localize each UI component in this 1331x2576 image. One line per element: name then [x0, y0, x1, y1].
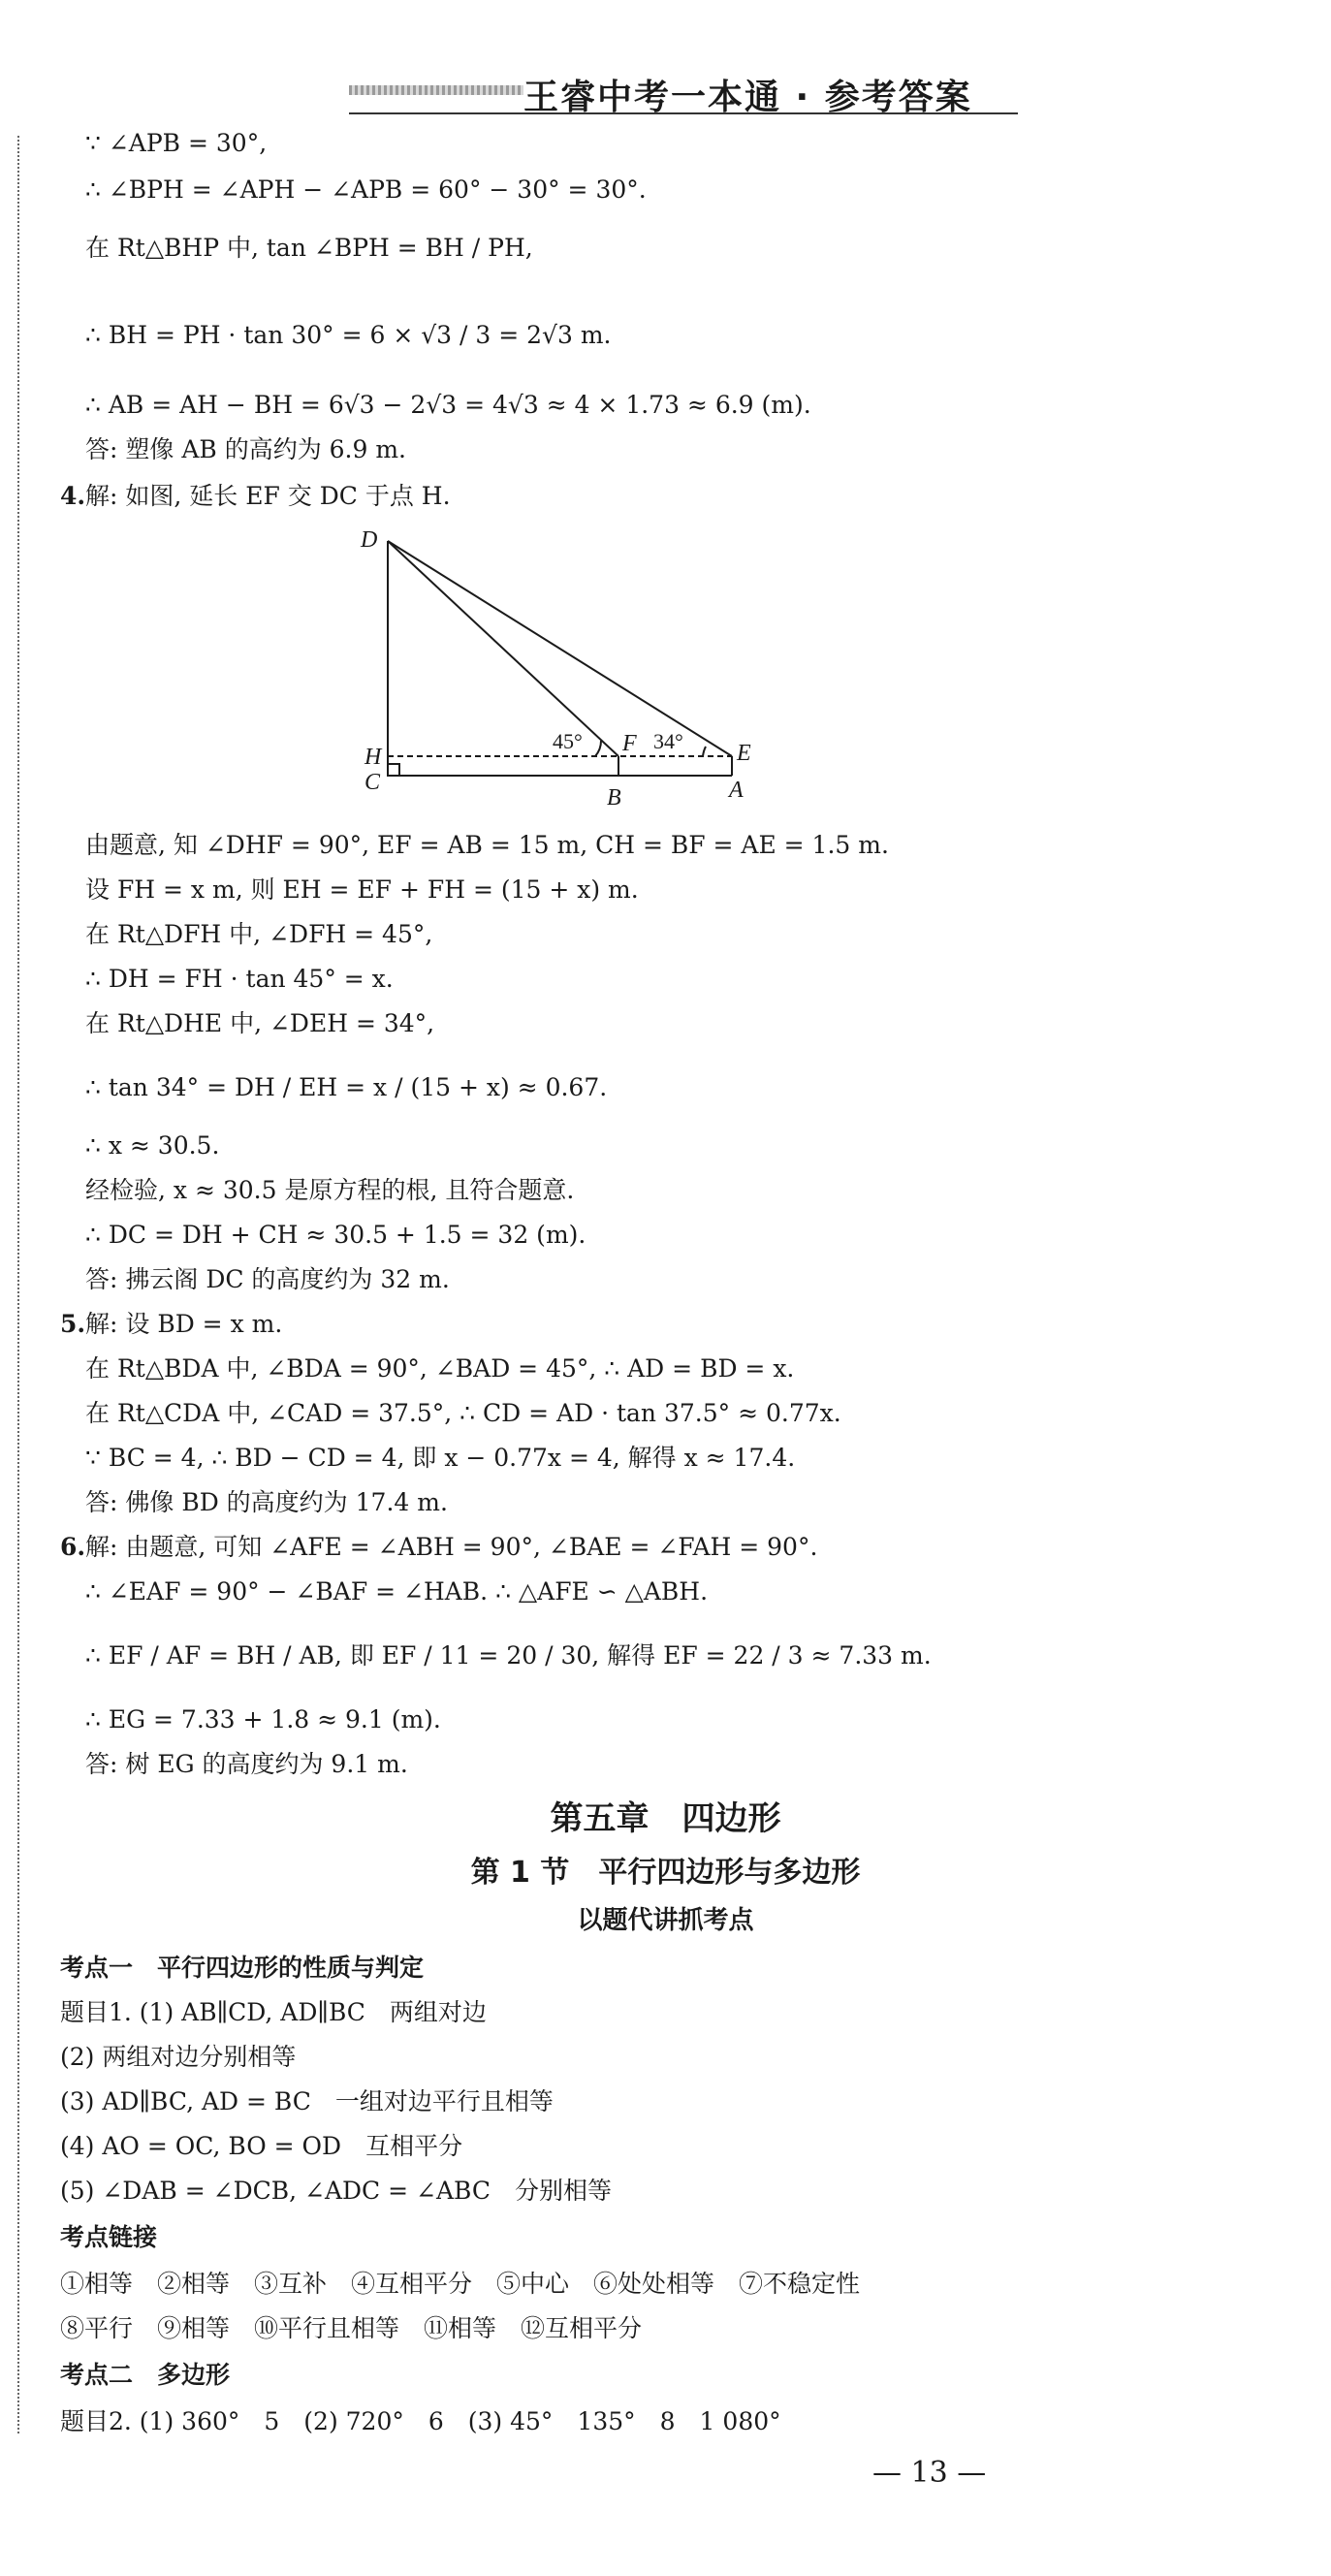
header-decoration-left — [349, 85, 523, 95]
text-line: ∴ EF / AF = BH / AB, 即 EF / 11 = 20 / 30, 解得 EF = 22 / 3 ≈ 7.33 m. — [85, 1641, 932, 1670]
label-B: B — [607, 785, 621, 811]
kaodian-heading: 考点一 平行四边形的性质与判定 — [60, 1954, 425, 1982]
margin-dotted-line — [17, 136, 19, 2433]
question-number: 6. — [60, 1533, 86, 1561]
chapter-title: 第五章 四边形 — [550, 1799, 781, 1838]
label-C: C — [364, 770, 381, 795]
text-line: 由题意, 知 ∠DHF = 90°, EF = AB = 15 m, CH = BF = AE = 1.5 m. — [85, 831, 889, 859]
text-line: 答: 树 EG 的高度约为 9.1 m. — [85, 1750, 408, 1778]
text-line: ∴ DC = DH + CH ≈ 30.5 + 1.5 = 32 (m). — [85, 1221, 586, 1249]
link-heading: 考点链接 — [60, 2223, 158, 2251]
angle-34-label: 34° — [653, 729, 683, 753]
answer-line: 题目2. (1) 360° 5 (2) 720° 6 (3) 45° 135° 8 1 080° — [60, 2407, 781, 2435]
text-line: 在 Rt△DFH 中, ∠DFH = 45°, — [85, 920, 433, 948]
text-line: 答: 拂云阁 DC 的高度约为 32 m. — [85, 1265, 450, 1293]
text-line: ∴ AB = AH − BH = 6√3 − 2√3 = 4√3 ≈ 4 × 1.73 ≈ 6.9 (m). — [85, 391, 811, 419]
text-line: 在 Rt△BHP 中, tan ∠BPH = BH / PH, — [85, 234, 533, 262]
label-H: H — [364, 745, 382, 770]
text-line: ∵ ∠APB = 30°, — [85, 129, 268, 157]
kaodian-heading: 考点二 多边形 — [60, 2361, 231, 2389]
text-line: ∴ DH = FH · tan 45° = x. — [85, 965, 394, 993]
text-line: ∵ BC = 4, ∴ BD − CD = 4, 即 x − 0.77x = 4, 解得 x ≈ 17.4. — [85, 1444, 796, 1472]
answer-line: 题目1. (1) AB∥CD, AD∥BC 两组对边 — [60, 1998, 487, 2026]
question-intro: 解: 由题意, 可知 ∠AFE = ∠ABH = 90°, ∠BAE = ∠FAH = 90°. — [85, 1533, 818, 1561]
answer-line: (5) ∠DAB = ∠DCB, ∠ADC = ∠ABC 分别相等 — [60, 2177, 612, 2205]
answer-line: (4) AO = OC, BO = OD 互相平分 — [60, 2132, 463, 2160]
text-line: ∴ EG = 7.33 + 1.8 ≈ 9.1 (m). — [85, 1705, 441, 1733]
label-A: A — [729, 778, 744, 803]
question-number: 5. — [60, 1310, 86, 1338]
text-line: ∴ x ≈ 30.5. — [85, 1131, 220, 1160]
text-line: 设 FH = x m, 则 EH = EF + FH = (15 + x) m. — [85, 875, 639, 904]
text-line: 在 Rt△BDA 中, ∠BDA = 90°, ∠BAD = 45°, ∴ AD = BD = x. — [85, 1354, 795, 1383]
answer-line: (2) 两组对边分别相等 — [60, 2043, 297, 2071]
text-line: 答: 佛像 BD 的高度约为 17.4 m. — [85, 1488, 448, 1516]
page-header-title: 王睿中考一本通 · 参考答案 — [523, 78, 972, 117]
text-line: ∴ ∠EAF = 90° − ∠BAF = ∠HAB. ∴ △AFE ∽ △ABH. — [85, 1577, 709, 1606]
geometry-figure — [359, 524, 766, 814]
text-line: 在 Rt△CDA 中, ∠CAD = 37.5°, ∴ CD = AD · tan 37.5° ≈ 0.77x. — [85, 1399, 841, 1427]
answer-line: (3) AD∥BC, AD = BC 一组对边平行且相等 — [60, 2087, 554, 2115]
text-line: ∴ tan 34° = DH / EH = x / (15 + x) ≈ 0.67. — [85, 1073, 608, 1101]
label-F: F — [622, 731, 637, 756]
section-subtitle: 以题代讲抓考点 — [577, 1906, 754, 1935]
text-line: 在 Rt△DHE 中, ∠DEH = 34°, — [85, 1009, 435, 1037]
page-number: — 13 — — [872, 2456, 987, 2490]
question-intro: 解: 如图, 延长 EF 交 DC 于点 H. — [85, 482, 451, 510]
section-title: 第 1 节 平行四边形与多边形 — [470, 1856, 861, 1890]
angle-45-label: 45° — [553, 729, 583, 753]
text-line: 答: 塑像 AB 的高约为 6.9 m. — [85, 435, 406, 463]
link-row: ①相等 ②相等 ③互补 ④互相平分 ⑤中心 ⑥处处相等 ⑦不稳定性 — [60, 2270, 861, 2298]
label-E: E — [737, 741, 751, 766]
question-intro: 解: 设 BD = x m. — [85, 1310, 283, 1338]
text-line: ∴ ∠BPH = ∠APH − ∠APB = 60° − 30° = 30°. — [85, 175, 647, 204]
link-row: ⑧平行 ⑨相等 ⑩平行且相等 ⑪相等 ⑫互相平分 — [60, 2314, 643, 2342]
question-number: 4. — [60, 482, 86, 510]
label-D: D — [361, 527, 378, 553]
text-line: 经检验, x ≈ 30.5 是原方程的根, 且符合题意. — [85, 1176, 575, 1204]
text-line: ∴ BH = PH · tan 30° = 6 × √3 / 3 = 2√3 m. — [85, 321, 612, 349]
